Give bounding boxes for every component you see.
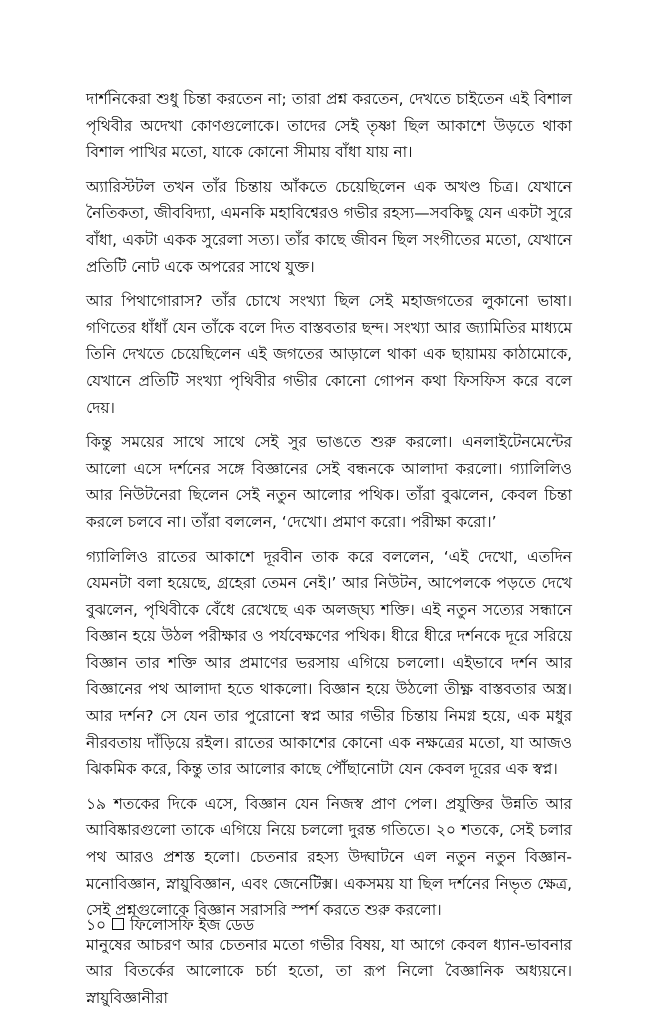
paragraph-3: আর পিথাগোরাস? তাঁর চোখে সংখ্যা ছিল সেই মহাজগতের লুকানো ভাষা। গণিতের ধাঁধাঁ যেন তাঁকে বলে দিত বাস্তবতার ছন্দ। সংখ্যা আর জ্যামিতির মাধ্যমে তিনি দেখতে চেয়েছিলেন এই জগতের আড়ালে থাকা এক ছায়াময় কাঠামোকে, যেখানে প্রতিটি সংখ্যা পৃথিবীর গভীর কোনো গোপন কথা ফিসফিস করে বলে দেয়।: [86, 292, 572, 417]
paragraph-1: দার্শনিকেরা শুধু চিন্তা করতেন না; তারা প্রশ্ন করতেন, দেখতে চাইতেন এই বিশাল পৃথিবীর অদেখা কোণগুলোকে। তাদের সেই তৃষ্ণা ছিল আকাশে উড়তে থাকা বিশাল পাখির মতো, যাকে কোনো সীমায় বাঁধা যায় না।: [86, 90, 572, 162]
paragraph-4: কিন্তু সময়ের সাথে সাথে সেই সুর ভাঙতে শুরু করলো। এনলাইটেনমেন্টের আলো এসে দর্শনের সঙ্গে বিজ্ঞানের সেই বন্ধনকে আলাদা করলো। গ্যালিলিও আর নিউটনেরা ছিলেন সেই নতুন আলোর পথিক। তাঁরা বুঝলেন, কেবল চিন্তা করলে চলবে না। তাঁরা বললেন, ‘দেখো। প্রমাণ করো। পরীক্ষা করো।’: [86, 433, 572, 531]
running-title: ফিলোসফি ইজ ডেড: [130, 916, 255, 934]
paragraph-2: অ্যারিস্টটল তখন তাঁর চিন্তায় আঁকতে চেয়েছিলেন এক অখণ্ড চিত্র। যেখানে নৈতিকতা, জীববিদ্যা, এমনকি মহাবিশ্বেরও গভীর রহস্য—সবকিছু যেন একটা সুরে বাঁধা, একটা একক সুরেলা সত্য। তাঁর কাছে জীবন ছিল সংগীতের মতো, যেখানে প্রতিটি নোট একে অপরের সাথে যুক্ত।: [86, 177, 572, 276]
paragraph-5: গ্যালিলিও রাতের আকাশে দূরবীন তাক করে বললেন, ‘এই দেখো, এতদিন যেমনটা বলা হয়েছে, গ্রহেরা তেমন নেই।’ আর নিউটন, আপেলকে পড়তে দেখে বুঝলেন, পৃথিবীকে বেঁধে রেখেছে এক অলজ্ঘ্য শক্তি। এই নতুন সত্যের সন্ধানে বিজ্ঞান হয়ে উঠল পরীক্ষার ও পর্যবেক্ষণের পথিক। ধীরে ধীরে দর্শনকে দূরে সরিয়ে বিজ্ঞান তার শক্তি আর প্রমাণের ভরসায় এগিয়ে চললো। এইভাবে দর্শন আর বিজ্ঞানের পথ আলাদা হতে থাকলো। বিজ্ঞান হয়ে উঠলো তীক্ষ্ণ বাস্তবতার অস্ত্র। আর দর্শন? সে যেন তার পুরোনো স্বপ্ন আর গভীর চিন্তায় নিমগ্ন হয়ে, এক মধুর নীরবতায় দাঁড়িয়ে রইল। রাতের আকাশের কোনো এক নক্ষত্রের মতো, যা আজও ঝিকমিক করে, কিন্তু তার আলোর কাছে পৌঁছানোটা যেন কেবল দূরের এক স্বপ্ন।: [86, 547, 572, 779]
square-separator-icon: [112, 918, 124, 930]
page-body: [86, 86, 572, 1020]
page-footer: [86, 913, 572, 937]
page-number: ১০: [86, 916, 106, 934]
paragraph-7: মানুষের আচরণ আর চেতনার মতো গভীর বিষয়, যা আগে কেবল ধ্যান-ভাবনার আর বিতর্কের আলোকে চর্চা হতো, তা রূপ নিলো বৈজ্ঞানিক অধ্যয়নে। স্নায়ুবিজ্ঞানীরা: [86, 935, 572, 1007]
paragraph-6: ১৯ শতকের দিকে এসে, বিজ্ঞান যেন নিজস্ব প্রাণ পেল। প্রযুক্তির উন্নতি আর আবিষ্কারগুলো তাকে এগিয়ে নিয়ে চললো দুরন্ত গতিতে। ২০ শতকে, সেই চলার পথ আরও প্রশস্ত হলো। চেতনার রহস্য উদ্ঘাটনে এল নতুন নতুন বিজ্ঞান-মনোবিজ্ঞান, স্নায়ুবিজ্ঞান, এবং জেনেটিক্স। একসময় যা ছিল দর্শনের নিভৃত ক্ষেত্র, সেই প্রশ্নগুলোকে বিজ্ঞান সরাসরি স্পর্শ করতে শুরু করলো।: [86, 794, 572, 920]
